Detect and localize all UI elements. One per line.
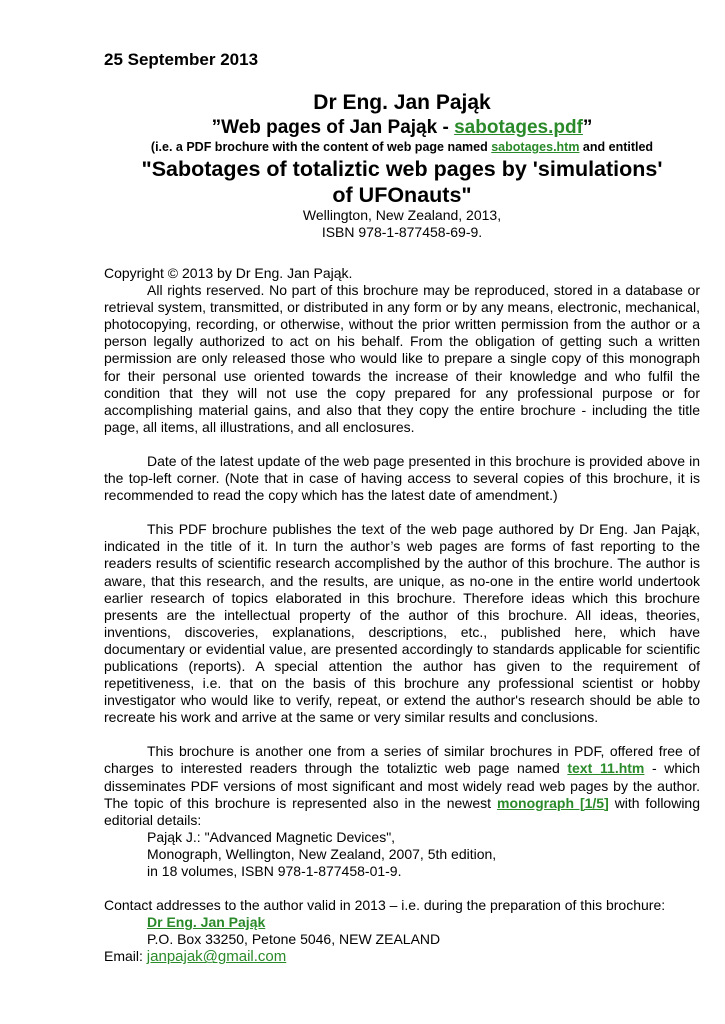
contact-intro: Contact addresses to the author valid in 2013 – i.e. during the preparation of this brochure: xyxy=(104,897,666,914)
brochure-title-line1: "Sabotages of totaliztic web pages by 'simulations' xyxy=(141,157,663,181)
reference-line2: Monograph, Wellington, New Zealand, 2007, 5th edition, xyxy=(147,845,497,862)
update-date: 25 September 2013 xyxy=(104,50,259,69)
publishes-paragraph: This PDF brochure publishes the text of the web page authored by Dr Eng. Jan Pająk, indicated in the title of it. In turn the author’s web pages are forms of fast reporting to the readers results of scientific research accomplished by the author of this brochure. The author is aware, that this research, and the results, are unique, as no-one in the entire world undertook earlier research of topics elaborated in this brochure. Therefore ideas which this brochure presents are the intellectual property of the author of this brochure. All ideas, theories, inventions, discoveries, explanations, descriptions, etc., published here, which have documentary or evidential value, are presented accordingly to standards applicable for scientific publications (reports). A special attention the author has given to the requirement of repetitiveness, i.e. that on the basis of this brochure any professional scientist or hobby investigator who would like to verify, repeat, or extend the author's research should be able to recreate his work and arrive at the same or very similar results and conclusions. xyxy=(104,521,700,726)
isbn: ISBN 978-1-877458-69-9. xyxy=(321,224,483,240)
reference-line3: in 18 volumes, ISBN 978-1-877458-01-9. xyxy=(147,863,402,879)
rights-paragraph: All rights reserved. No part of this brochure may be reproduced, stored in a database or retrieval system, transmitted, or distributed in any form or by any means, electronic, mechanical, photocopying, recording, or otherwise, without the prior written permission from the author or a person legally authorized to act on his behalf. From the obligation of getting such a written permission are only released those who would like to prepare a single copy of this monograph for their personal use oriented towards the increase of their knowledge and who fulfil the condition that they will not use the copy prepared for any professional purpose or for accomplishing material gains, and also that they copy the entire brochure - including the title page, all items, all illustrations, and all enclosures. xyxy=(104,282,700,435)
ie-line xyxy=(104,140,700,155)
ie-prefix: (i.e. a PDF brochure with the content of web page named xyxy=(150,140,492,154)
publication-place: Wellington, New Zealand, 2013, xyxy=(302,207,502,223)
series-part1: This brochure is another one from a series of similar brochures in PDF, offered free of charges to interested readers through the totaliztic web page named xyxy=(104,743,700,777)
contact-name-link[interactable]: Dr Eng. Jan Pająk xyxy=(147,914,266,931)
body-text xyxy=(104,265,700,965)
email-row xyxy=(104,948,700,965)
subtitle-suffix: ” xyxy=(582,117,593,138)
subtitle-prefix: ”Web pages of Jan Pająk - xyxy=(211,117,455,138)
email-label: Email: xyxy=(104,948,147,965)
author-heading: Dr Eng. Jan Pająk xyxy=(313,91,491,114)
sabotages-htm-link[interactable]: sabotages.htm xyxy=(491,140,580,154)
sabotages-pdf-link[interactable]: sabotages.pdf xyxy=(454,117,583,138)
series-part3: with following editorial details: xyxy=(104,794,701,828)
ie-suffix: and entitled xyxy=(579,140,654,154)
copyright-line: Copyright © 2013 by Dr Eng. Jan Pająk. xyxy=(104,265,353,281)
text11-link[interactable]: text_11.htm xyxy=(567,760,645,777)
series-paragraph xyxy=(104,743,700,828)
series-part2: - which disseminates PDF versions of most significant and most widely read web pages by the author. The topic of this brochure is represented also in the newest xyxy=(104,760,700,811)
update-paragraph: Date of the latest update of the web page presented in this brochure is provided above in the top-left corner. (Note that in case of having access to several copies of this brochure, it is recommended to read the copy which has the latest date of amendment.) xyxy=(104,452,700,504)
reference-line1: Pająk J.: "Advanced Magnetic Devices", xyxy=(147,828,396,845)
subtitle xyxy=(104,116,700,140)
contact-address: P.O. Box 33250, Petone 5046, NEW ZEALAND xyxy=(147,931,441,948)
email-link[interactable]: janpajak@gmail.com xyxy=(146,948,287,966)
brochure-title-line2: of UFOnauts" xyxy=(332,183,472,207)
title-block xyxy=(104,90,700,241)
contact-name-row xyxy=(104,914,700,931)
monograph-link[interactable]: monograph [1/5] xyxy=(497,794,609,811)
